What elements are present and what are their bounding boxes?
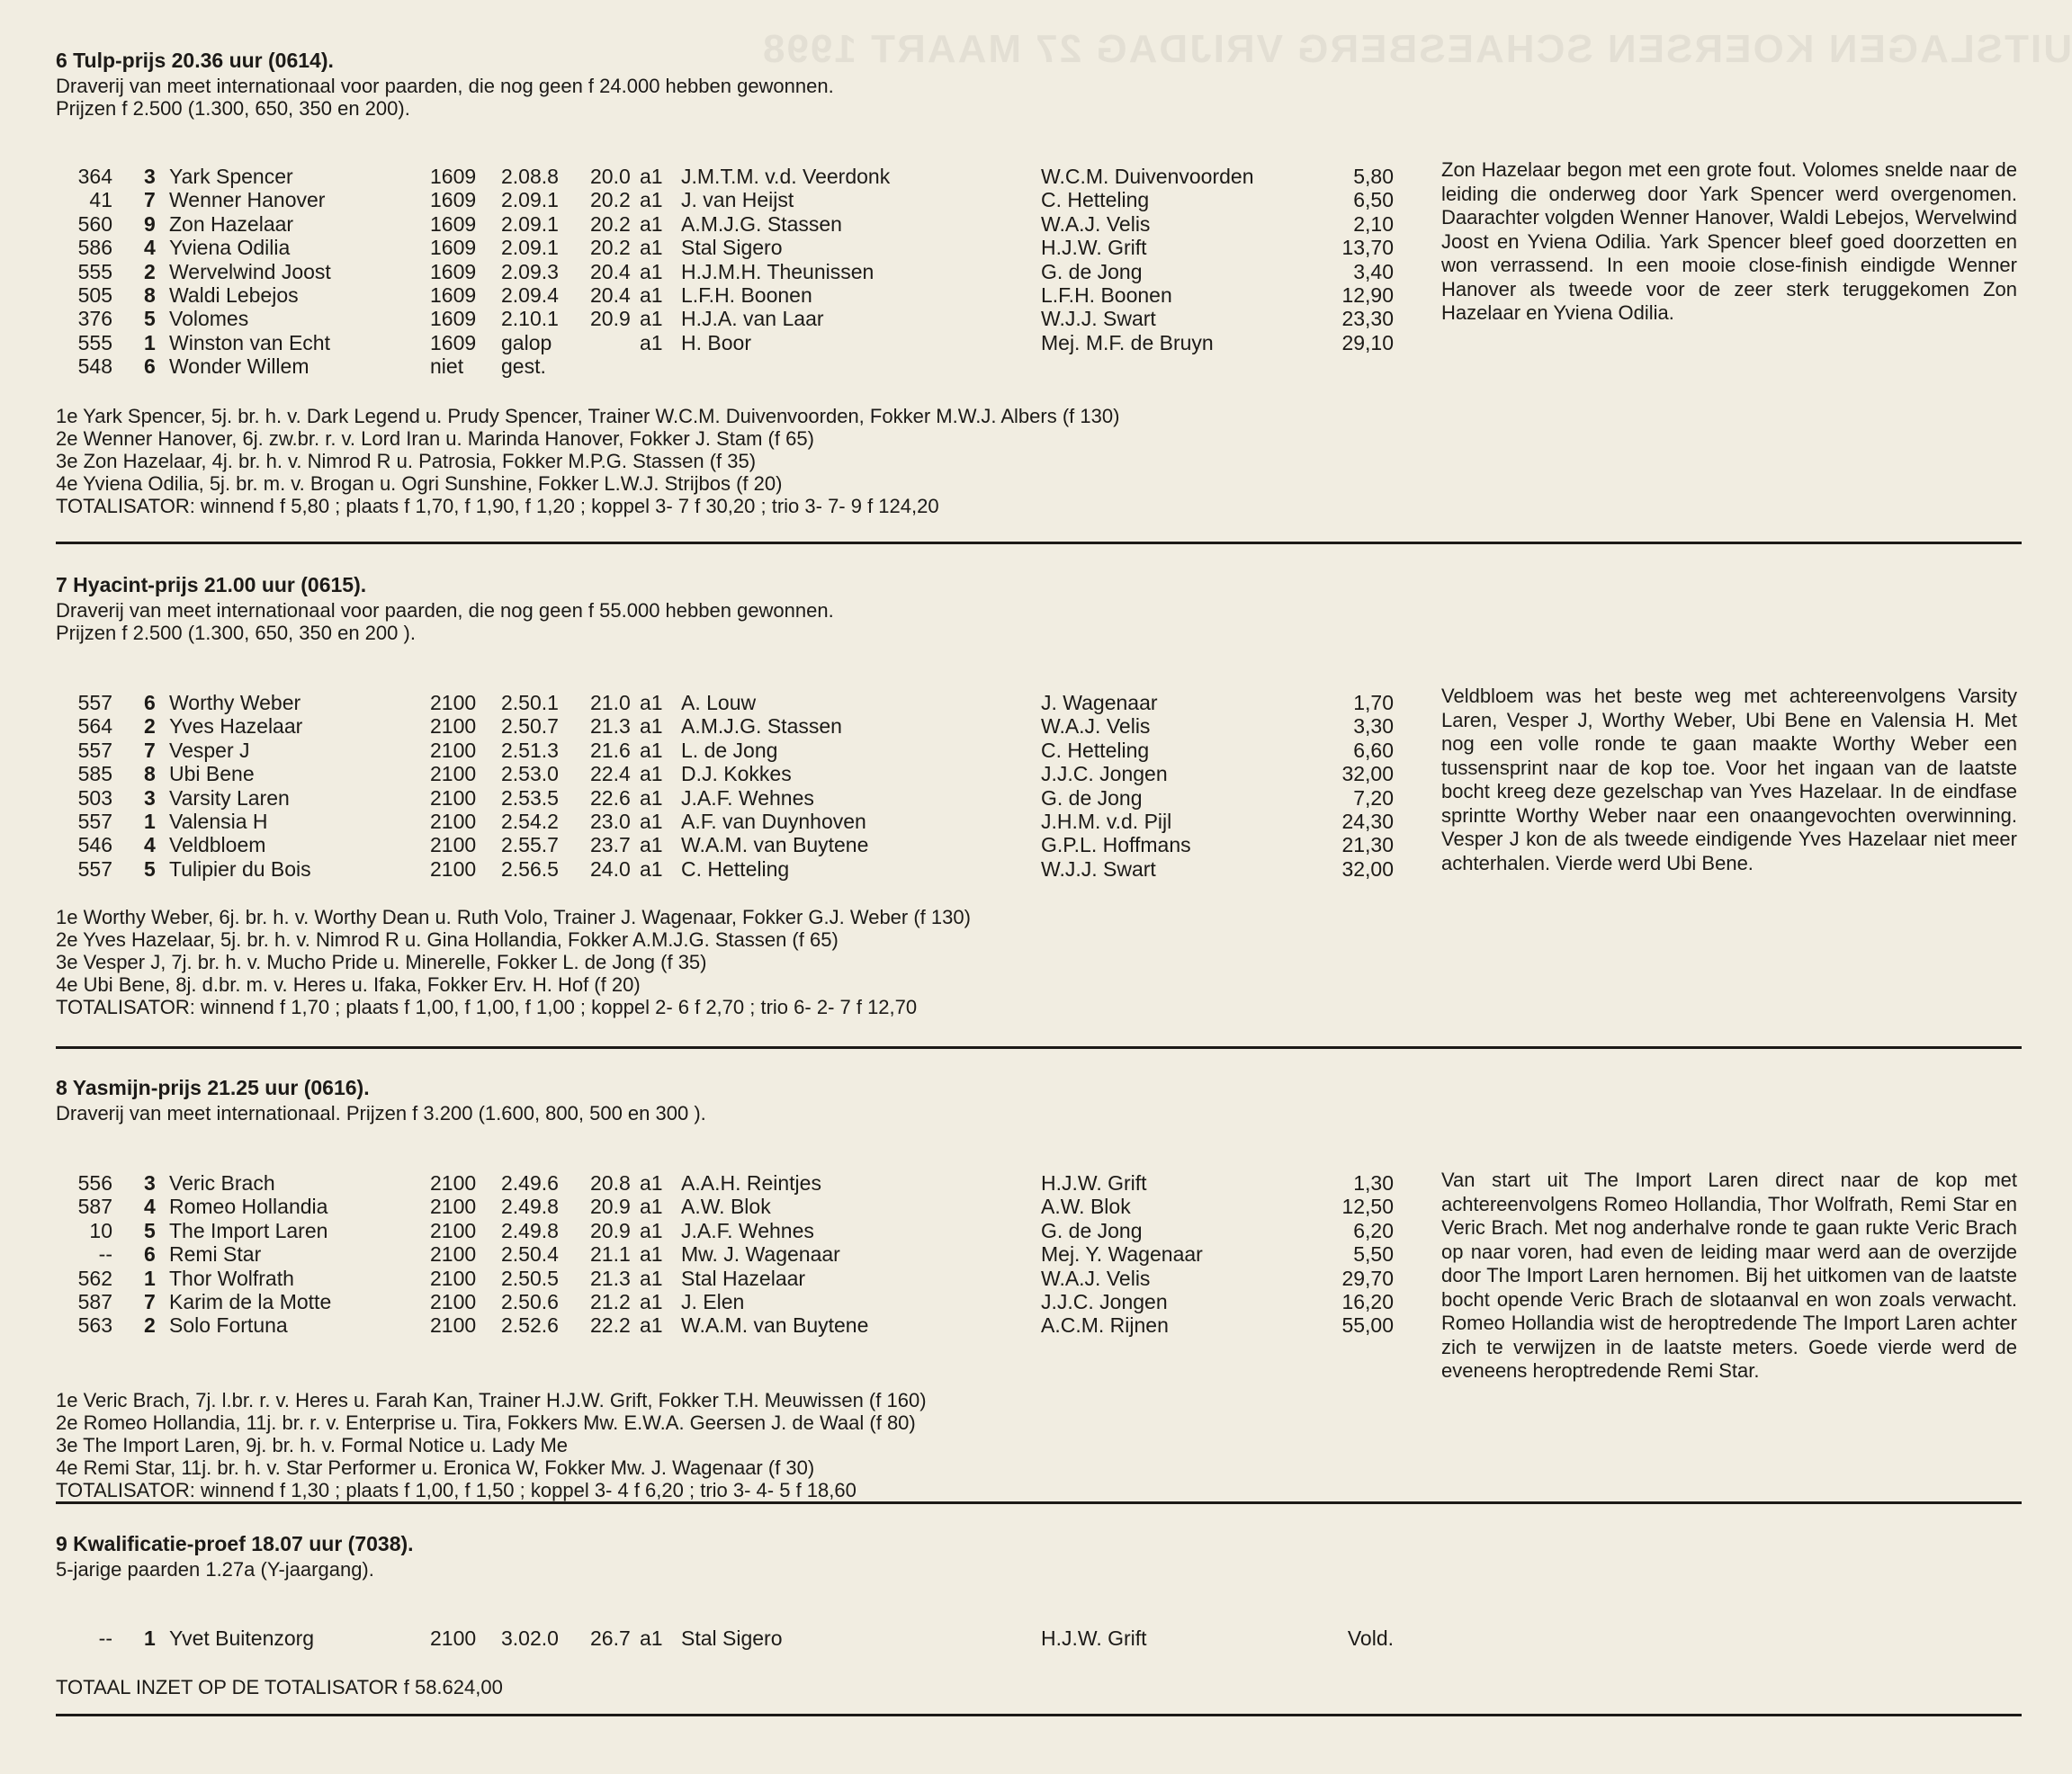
start-type: a1	[640, 259, 663, 283]
start-number: 2	[144, 1313, 156, 1338]
distance: 2100	[430, 714, 477, 739]
placing-info: 4e Ubi Bene, 8j. d.br. m. v. Heres u. Ifaka, Fokker Erv. H. Hof (f 20)	[56, 973, 641, 996]
distance: 1609	[430, 165, 477, 188]
owner-name: A.F. van Duynhoven	[681, 810, 866, 833]
kilometer-time: 20.0	[590, 165, 631, 188]
race-time: 2.09.3	[501, 259, 559, 283]
start-type: a1	[640, 1290, 663, 1313]
distance: 2100	[430, 785, 477, 810]
program-number: --	[98, 1242, 112, 1267]
section-divider	[56, 1501, 2022, 1504]
program-number: 41	[89, 188, 112, 212]
placing-info: 3e The Import Laren, 9j. br. h. v. Formal Notice u. Lady Me	[56, 1434, 569, 1456]
start-type: a1	[640, 283, 663, 307]
start-type: a1	[640, 330, 663, 354]
race-conditions: Prijzen f 2.500 (1.300, 650, 350 en 200 ).	[56, 622, 416, 644]
kilometer-time: 22.2	[590, 1313, 631, 1338]
owner-name: A.M.J.G. Stassen	[681, 211, 842, 236]
odds-value: 3,40	[1353, 259, 1394, 283]
start-type: a1	[640, 785, 663, 810]
race-title: 8 Yasmijn-prijs 21.25 uur (0616).	[56, 1076, 370, 1099]
race-time: 2.50.7	[501, 714, 559, 739]
program-number: 555	[77, 330, 112, 354]
start-number: 8	[144, 762, 156, 786]
horse-name: Winston van Echt	[169, 330, 330, 354]
owner-name: A.A.H. Reintjes	[681, 1171, 821, 1195]
race-time: 2.09.1	[501, 211, 559, 236]
start-number: 5	[144, 1218, 156, 1242]
race-time: 2.50.6	[501, 1290, 559, 1313]
odds-value: 7,20	[1353, 785, 1394, 810]
start-number: 6	[144, 1242, 156, 1267]
distance: 2100	[430, 833, 477, 857]
horse-name: Valensia H	[169, 810, 268, 833]
owner-name: H.J.A. van Laar	[681, 307, 824, 331]
distance: 1609	[430, 330, 477, 354]
start-type: a1	[640, 1242, 663, 1267]
start-number: 2	[144, 714, 156, 739]
start-type: a1	[640, 738, 663, 762]
distance: 2100	[430, 1195, 477, 1219]
start-type: a1	[640, 810, 663, 833]
driver-name: C. Hetteling	[1041, 738, 1150, 762]
driver-name: W.J.J. Swart	[1041, 307, 1156, 331]
race-commentary: Zon Hazelaar begon met een grote fout. Volomes snelde naar de leiding die onderweg door Yark Spencer werd overgenomen. Daarachter volgden Wenner Hanover, Waldi Lebejos, Wervelwind Joost en Yviena Odilia. Yark Spencer bleef goed doorzetten en won verrassend. In een mooie close-finish eindigde Wenner Hanover als tweede voor de zeer sterk teruggekomen Zon Hazelaar en Yviena Odilia.	[1441, 158, 2017, 324]
start-type: a1	[640, 833, 663, 857]
horse-name: Waldi Lebejos	[169, 283, 299, 307]
distance: 2100	[430, 810, 477, 833]
odds-value: 6,50	[1353, 188, 1394, 212]
kilometer-time: 21.1	[590, 1242, 631, 1267]
start-number: 8	[144, 283, 156, 307]
kilometer-time: 21.3	[590, 714, 631, 739]
race-time: 3.02.0	[501, 1626, 559, 1650]
section-divider	[56, 1714, 2022, 1716]
odds-value: 55,00	[1341, 1313, 1394, 1338]
kilometer-time: 21.2	[590, 1290, 631, 1313]
distance: 2100	[430, 1242, 477, 1267]
driver-name: W.C.M. Duivenvoorden	[1041, 165, 1254, 188]
program-number: 585	[77, 762, 112, 786]
horse-name: Yviena Odilia	[169, 236, 291, 260]
odds-value: 12,50	[1341, 1195, 1394, 1219]
driver-name: G. de Jong	[1041, 785, 1143, 810]
start-type: a1	[640, 307, 663, 331]
start-number: 3	[144, 1171, 156, 1195]
start-number: 1	[144, 330, 156, 354]
distance: 2100	[430, 1313, 477, 1338]
owner-name: A.M.J.G. Stassen	[681, 714, 842, 739]
distance: 1609	[430, 283, 477, 307]
driver-name: W.A.J. Velis	[1041, 714, 1151, 739]
race-title: 9 Kwalificatie-proef 18.07 uur (7038).	[56, 1532, 414, 1555]
driver-name: W.A.J. Velis	[1041, 211, 1151, 236]
driver-name: G.P.L. Hoffmans	[1041, 833, 1191, 857]
driver-name: W.A.J. Velis	[1041, 1266, 1151, 1290]
odds-value: 16,20	[1341, 1290, 1394, 1313]
kilometer-time: 20.4	[590, 283, 631, 307]
odds-value: 3,30	[1353, 714, 1394, 739]
start-number: 1	[144, 1626, 156, 1650]
start-number: 5	[144, 856, 156, 881]
race-title: 7 Hyacint-prijs 21.00 uur (0615).	[56, 573, 367, 596]
start-type: a1	[640, 1218, 663, 1242]
horse-name: The Import Laren	[169, 1218, 328, 1242]
program-number: 364	[77, 165, 112, 188]
start-type: a1	[640, 1313, 663, 1338]
race-time: 2.49.8	[501, 1218, 559, 1242]
race-time: 2.49.6	[501, 1171, 559, 1195]
distance: 2100	[430, 762, 477, 786]
program-number: 503	[77, 785, 112, 810]
total-bets: TOTAAL INZET OP DE TOTALISATOR f 58.624,00	[56, 1676, 503, 1698]
section-divider	[56, 542, 2022, 544]
owner-name: Stal Sigero	[681, 1626, 783, 1650]
program-number: 546	[77, 833, 112, 857]
race-time: 2.09.4	[501, 283, 559, 307]
kilometer-time: 20.2	[590, 211, 631, 236]
race-conditions: Draverij van meet internationaal voor paarden, die nog geen f 55.000 hebben gewonnen.	[56, 599, 834, 622]
owner-name: J.A.F. Wehnes	[681, 785, 814, 810]
driver-name: Mej. Y. Wagenaar	[1041, 1242, 1203, 1267]
distance: 2100	[430, 1218, 477, 1242]
horse-name: Veldbloem	[169, 833, 266, 857]
owner-name: Stal Hazelaar	[681, 1266, 806, 1290]
odds-value: 32,00	[1341, 856, 1394, 881]
horse-name: Yvet Buitenzorg	[169, 1626, 315, 1650]
start-number: 3	[144, 785, 156, 810]
race-time: 2.54.2	[501, 810, 559, 833]
start-type: a1	[640, 1195, 663, 1219]
totalisator-line: TOTALISATOR: winnend f 1,30 ; plaats f 1,00, f 1,50 ; koppel 3- 4 f 6,20 ; trio 3- 4- 5 f 18,60	[56, 1479, 857, 1501]
distance: 1609	[430, 188, 477, 212]
race-conditions: Draverij van meet internationaal voor paarden, die nog geen f 24.000 hebben gewonnen.	[56, 75, 834, 97]
distance: 2100	[430, 1266, 477, 1290]
owner-name: W.A.M. van Buytene	[681, 1313, 869, 1338]
start-number: 6	[144, 691, 156, 714]
odds-value: 21,30	[1341, 833, 1394, 857]
distance: 1609	[430, 211, 477, 236]
race-time: 2.49.8	[501, 1195, 559, 1219]
section-divider	[56, 1046, 2022, 1049]
race-time: 2.09.1	[501, 188, 559, 212]
odds-value: 6,20	[1353, 1218, 1394, 1242]
distance: 2100	[430, 1626, 477, 1650]
horse-name: Varsity Laren	[169, 785, 290, 810]
kilometer-time: 21.6	[590, 738, 631, 762]
start-type: a1	[640, 856, 663, 881]
kilometer-time: 23.0	[590, 810, 631, 833]
start-number: 3	[144, 165, 156, 188]
horse-name: Wenner Hanover	[169, 188, 326, 212]
odds-value: 1,30	[1353, 1171, 1394, 1195]
driver-name: H.J.W. Grift	[1041, 1171, 1147, 1195]
start-number: 4	[144, 236, 156, 260]
race-commentary: Van start uit The Import Laren direct naar de kop met achtereenvolgens Romeo Hollandia, Thor Wolfrath, Remi Star en Veric Brach. Met nog anderhalve ronde te gaan rukte Veric Brach op naar voren, had even de leiding maar werd aan de overzijde door The Import Laren hernomen. Bij het uitkomen van de laatste bocht opende Veric Brach de slotaanval en won zoals verwacht. Romeo Hollandia wist de heroptredende The Import Laren achter zich te verwijzen in de laatste meters. Goede vierde werd de eveneens heroptredende Remi Star.	[1441, 1169, 2017, 1382]
race-time: 2.55.7	[501, 833, 559, 857]
kilometer-time: 24.0	[590, 856, 631, 881]
kilometer-time: 20.9	[590, 1195, 631, 1219]
distance: 2100	[430, 856, 477, 881]
result-row	[0, 354, 2072, 379]
start-number: 4	[144, 833, 156, 857]
driver-name: J. Wagenaar	[1041, 691, 1158, 714]
start-number: 2	[144, 259, 156, 283]
program-number: 586	[77, 236, 112, 260]
result-row	[0, 331, 2072, 355]
distance: 1609	[430, 236, 477, 260]
start-number: 5	[144, 307, 156, 331]
race-time: 2.52.6	[501, 1313, 559, 1338]
program-number: 556	[77, 1171, 112, 1195]
race-time: 2.09.1	[501, 236, 559, 260]
driver-name: H.J.W. Grift	[1041, 1626, 1147, 1650]
start-number: 9	[144, 211, 156, 236]
odds-value: 24,30	[1341, 810, 1394, 833]
program-number: 548	[77, 354, 112, 379]
start-number: 7	[144, 188, 156, 212]
owner-name: A. Louw	[681, 691, 757, 714]
owner-name: J.A.F. Wehnes	[681, 1218, 814, 1242]
odds-value: 5,80	[1353, 165, 1394, 188]
program-number: 587	[77, 1195, 112, 1219]
program-number: 10	[89, 1218, 112, 1242]
distance: 2100	[430, 1171, 477, 1195]
totalisator-line: TOTALISATOR: winnend f 5,80 ; plaats f 1,70, f 1,90, f 1,20 ; koppel 3- 7 f 30,20 ; trio 3- 7- 9 f 124,20	[56, 495, 939, 517]
driver-name: A.C.M. Rijnen	[1041, 1313, 1169, 1338]
program-number: 563	[77, 1313, 112, 1338]
odds-value: Vold.	[1347, 1626, 1394, 1650]
placing-info: 3e Zon Hazelaar, 4j. br. h. v. Nimrod R u. Patrosia, Fokker M.P.G. Stassen (f 35)	[56, 450, 757, 472]
race-conditions: Draverij van meet internationaal. Prijzen f 3.200 (1.600, 800, 500 en 300 ).	[56, 1102, 706, 1124]
race-time: 2.50.4	[501, 1242, 559, 1267]
driver-name: J.J.C. Jongen	[1041, 762, 1168, 786]
kilometer-time: 20.9	[590, 307, 631, 331]
odds-value: 29,10	[1341, 330, 1394, 354]
program-number: 560	[77, 211, 112, 236]
start-type: a1	[640, 691, 663, 714]
horse-name: Vesper J	[169, 738, 250, 762]
race-commentary: Veldbloem was het beste weg met achtereenvolgens Varsity Laren, Vesper J, Worthy Weber, Ubi Bene en Valensia H. Met nog een volle ronde te gaan maakte Worthy Weber een tussensprint naar de kop toe. Voor het ingaan van de laatste bocht kreeg deze gezelschap van Yves Hazelaar. In de eindfase sprintte Worthy Weber naar een onaangevochten overwinning. Vesper J kon de als tweede eindigende Yves Hazelaar niet meer achterhalen. Vierde werd Ubi Bene.	[1441, 685, 2017, 874]
start-type: a1	[640, 211, 663, 236]
start-type: a1	[640, 714, 663, 739]
driver-name: G. de Jong	[1041, 259, 1143, 283]
placing-info: 4e Remi Star, 11j. br. h. v. Star Performer u. Eronica W, Fokker Mw. J. Wagenaar (f 30)	[56, 1456, 815, 1479]
horse-name: Wonder Willem	[169, 354, 309, 379]
start-number: 1	[144, 1266, 156, 1290]
start-type: a1	[640, 762, 663, 786]
horse-name: Yves Hazelaar	[169, 714, 303, 739]
driver-name: L.F.H. Boonen	[1041, 283, 1172, 307]
horse-name: Romeo Hollandia	[169, 1195, 328, 1219]
driver-name: H.J.W. Grift	[1041, 236, 1147, 260]
owner-name: A.W. Blok	[681, 1195, 771, 1219]
owner-name: J. van Heijst	[681, 188, 794, 212]
kilometer-time: 26.7	[590, 1626, 631, 1650]
race-time: gest.	[501, 354, 546, 379]
horse-name: Remi Star	[169, 1242, 262, 1267]
horse-name: Ubi Bene	[169, 762, 255, 786]
race-time: 2.08.8	[501, 165, 559, 188]
race-time: 2.56.5	[501, 856, 559, 881]
start-type: a1	[640, 1626, 663, 1650]
race-title: 6 Tulp-prijs 20.36 uur (0614).	[56, 49, 334, 72]
start-number: 6	[144, 354, 156, 379]
kilometer-time: 20.2	[590, 188, 631, 212]
start-number: 7	[144, 1290, 156, 1313]
race-time: 2.51.3	[501, 738, 559, 762]
program-number: 557	[77, 856, 112, 881]
driver-name: C. Hetteling	[1041, 188, 1150, 212]
program-number: 562	[77, 1266, 112, 1290]
odds-value: 6,60	[1353, 738, 1394, 762]
placing-info: 1e Yark Spencer, 5j. br. h. v. Dark Legend u. Prudy Spencer, Trainer W.C.M. Duivenvoorden, Fokker M.W.J. Albers (f 130)	[56, 405, 1120, 427]
odds-value: 1,70	[1353, 691, 1394, 714]
horse-name: Zon Hazelaar	[169, 211, 294, 236]
driver-name: Mej. M.F. de Bruyn	[1041, 330, 1214, 354]
program-number: 376	[77, 307, 112, 331]
result-row	[0, 1626, 2072, 1651]
owner-name: L.F.H. Boonen	[681, 283, 812, 307]
driver-name: J.J.C. Jongen	[1041, 1290, 1168, 1313]
race-conditions: Prijzen f 2.500 (1.300, 650, 350 en 200).	[56, 97, 410, 120]
driver-name: J.H.M. v.d. Pijl	[1041, 810, 1172, 833]
odds-value: 29,70	[1341, 1266, 1394, 1290]
start-number: 7	[144, 738, 156, 762]
odds-value: 12,90	[1341, 283, 1394, 307]
distance: 2100	[430, 738, 477, 762]
race-time: 2.53.5	[501, 785, 559, 810]
placing-info: 2e Wenner Hanover, 6j. zw.br. r. v. Lord Iran u. Marinda Hanover, Fokker J. Stam (f 65)	[56, 427, 814, 450]
distance: 1609	[430, 307, 477, 331]
odds-value: 2,10	[1353, 211, 1394, 236]
owner-name: Stal Sigero	[681, 236, 783, 260]
kilometer-time: 20.2	[590, 236, 631, 260]
distance: 2100	[430, 1290, 477, 1313]
kilometer-time: 22.6	[590, 785, 631, 810]
placing-info: 2e Yves Hazelaar, 5j. br. h. v. Nimrod R u. Gina Hollandia, Fokker A.M.J.G. Stassen (f 65)	[56, 928, 839, 951]
start-number: 1	[144, 810, 156, 833]
owner-name: D.J. Kokkes	[681, 762, 792, 786]
placing-info: 1e Veric Brach, 7j. l.br. r. v. Heres u. Farah Kan, Trainer H.J.W. Grift, Fokker T.H. Meuwissen (f 160)	[56, 1389, 927, 1411]
odds-value: 5,50	[1353, 1242, 1394, 1267]
start-type: a1	[640, 165, 663, 188]
driver-name: W.J.J. Swart	[1041, 856, 1156, 881]
program-number: 505	[77, 283, 112, 307]
start-type: a1	[640, 188, 663, 212]
program-number: 555	[77, 259, 112, 283]
owner-name: J. Elen	[681, 1290, 745, 1313]
horse-name: Volomes	[169, 307, 249, 331]
program-number: 557	[77, 738, 112, 762]
totalisator-line: TOTALISATOR: winnend f 1,70 ; plaats f 1,00, f 1,00, f 1,00 ; koppel 2- 6 f 2,70 ; trio 6- 2- 7 f 12,70	[56, 996, 918, 1018]
race-time: galop	[501, 330, 552, 354]
race-time: 2.50.1	[501, 691, 559, 714]
driver-name: G. de Jong	[1041, 1218, 1143, 1242]
horse-name: Karim de la Motte	[169, 1290, 332, 1313]
owner-name: J.M.T.M. v.d. Veerdonk	[681, 165, 891, 188]
start-type: a1	[640, 1266, 663, 1290]
start-type: a1	[640, 236, 663, 260]
horse-name: Yark Spencer	[169, 165, 293, 188]
placing-info: 3e Vesper J, 7j. br. h. v. Mucho Pride u. Minerelle, Fokker L. de Jong (f 35)	[56, 951, 707, 973]
owner-name: W.A.M. van Buytene	[681, 833, 869, 857]
program-number: 564	[77, 714, 112, 739]
program-number: 587	[77, 1290, 112, 1313]
program-number: --	[98, 1626, 112, 1650]
placing-info: 2e Romeo Hollandia, 11j. br. r. v. Enterprise u. Tira, Fokkers Mw. E.W.A. Geersen J. de Waal (f 80)	[56, 1411, 916, 1434]
odds-value: 32,00	[1341, 762, 1394, 786]
distance: 2100	[430, 691, 477, 714]
placing-info: 1e Worthy Weber, 6j. br. h. v. Worthy Dean u. Ruth Volo, Trainer J. Wagenaar, Fokker G.J. Weber (f 130)	[56, 906, 971, 928]
owner-name: L. de Jong	[681, 738, 778, 762]
owner-name: C. Hetteling	[681, 856, 790, 881]
race-time: 2.53.0	[501, 762, 559, 786]
odds-value: 13,70	[1341, 236, 1394, 260]
horse-name: Wervelwind Joost	[169, 259, 331, 283]
odds-value: 23,30	[1341, 307, 1394, 331]
kilometer-time: 20.9	[590, 1218, 631, 1242]
owner-name: H. Boor	[681, 330, 751, 354]
race-conditions: 5-jarige paarden 1.27a (Y-jaargang).	[56, 1558, 374, 1581]
placing-info: 4e Yviena Odilia, 5j. br. m. v. Brogan u. Ogri Sunshine, Fokker L.W.J. Strijbos (f 20)	[56, 472, 783, 495]
horse-name: Thor Wolfrath	[169, 1266, 294, 1290]
program-number: 557	[77, 810, 112, 833]
kilometer-time: 21.0	[590, 691, 631, 714]
horse-name: Tulipier du Bois	[169, 856, 311, 881]
owner-name: H.J.M.H. Theunissen	[681, 259, 875, 283]
kilometer-time: 20.8	[590, 1171, 631, 1195]
race-time: 2.50.5	[501, 1266, 559, 1290]
distance: niet	[430, 354, 464, 379]
kilometer-time: 20.4	[590, 259, 631, 283]
start-type: a1	[640, 1171, 663, 1195]
start-number: 4	[144, 1195, 156, 1219]
horse-name: Veric Brach	[169, 1171, 275, 1195]
horse-name: Solo Fortuna	[169, 1313, 288, 1338]
program-number: 557	[77, 691, 112, 714]
race-time: 2.10.1	[501, 307, 559, 331]
bleed-through-text: UITSLAGEN KOERSEN SCHAESBERG VRIJDAG 27 MAART 1998	[761, 27, 2072, 71]
kilometer-time: 22.4	[590, 762, 631, 786]
kilometer-time: 23.7	[590, 833, 631, 857]
distance: 1609	[430, 259, 477, 283]
owner-name: Mw. J. Wagenaar	[681, 1242, 840, 1267]
driver-name: A.W. Blok	[1041, 1195, 1131, 1219]
kilometer-time: 21.3	[590, 1266, 631, 1290]
horse-name: Worthy Weber	[169, 691, 301, 714]
